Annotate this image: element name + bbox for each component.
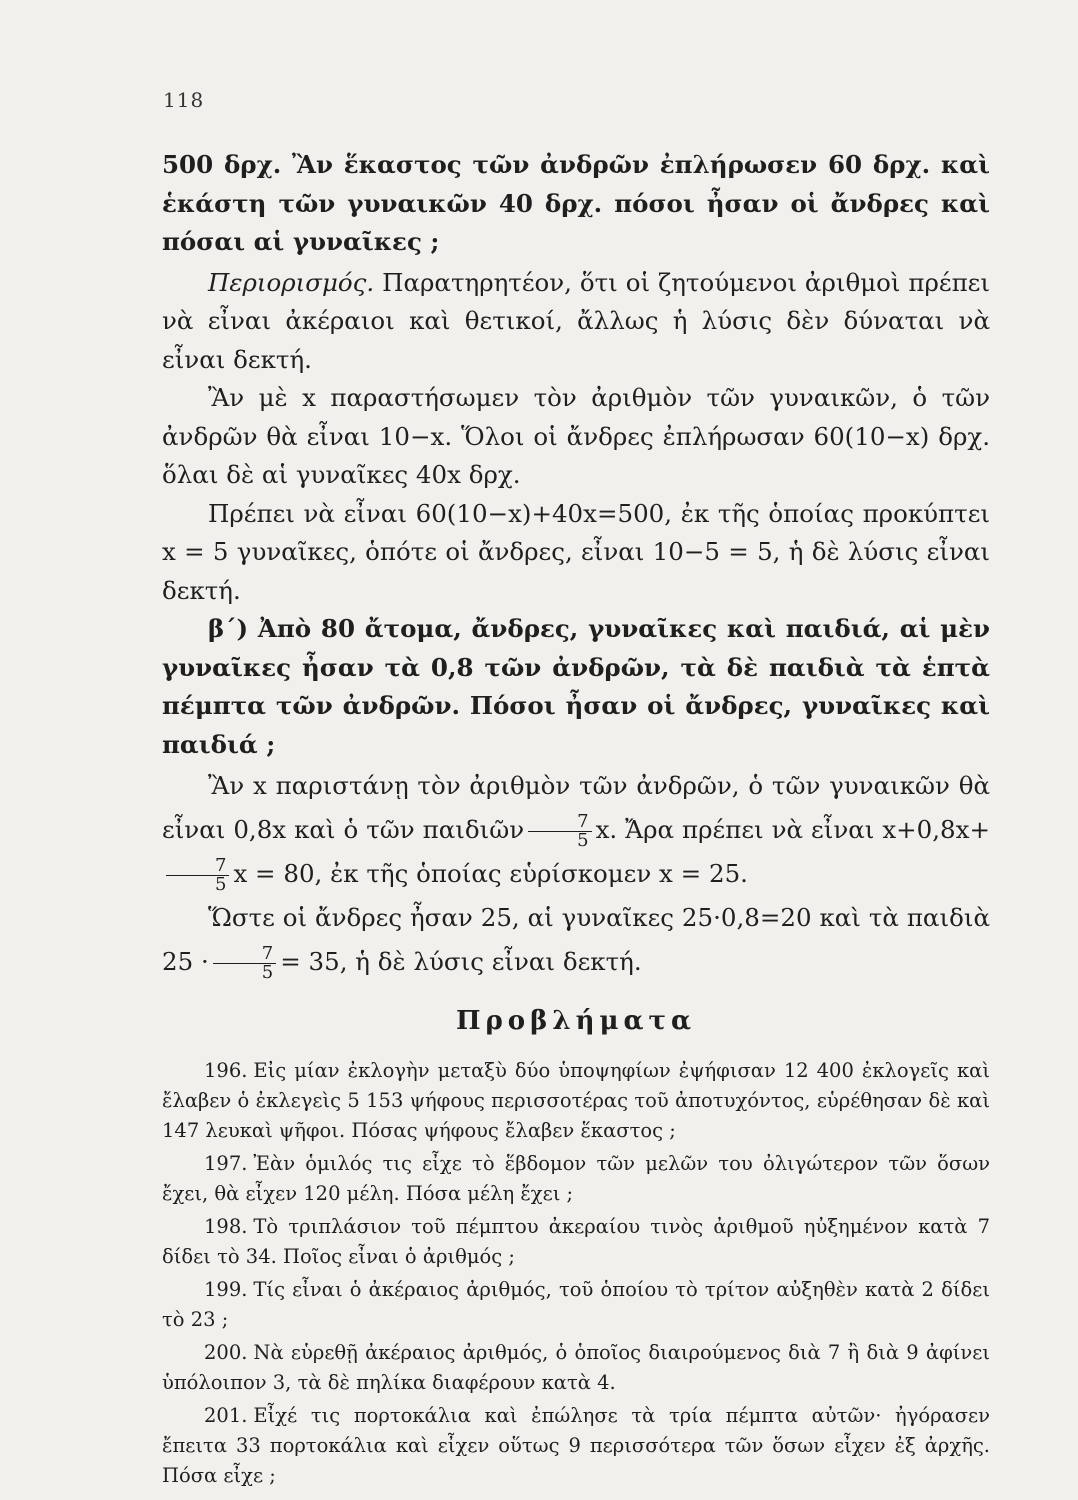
solution-b-paragraph-2: [162, 896, 990, 984]
fraction-denominator: 5: [261, 962, 274, 983]
fraction-seven-fifths: [213, 945, 276, 982]
fraction-numerator: 7: [213, 945, 276, 964]
problem-number: 199.: [204, 1278, 248, 1301]
solution-b1-end: x = 80, ἐκ τῆς ὁποίας εὑρίσκομεν x = 25.: [233, 859, 748, 888]
problem-item: [162, 1401, 990, 1491]
page-number: 118: [163, 88, 205, 112]
problem-number: 201.: [204, 1404, 248, 1427]
solution-b1-start: Ἂν x παριστάνῃ τὸν ἀριθμὸν τῶν ἀνδρῶν, ὁ τῶν γυναικῶν θὰ εἶναι 0,8x καὶ ὁ τῶν παιδιῶν: [162, 771, 990, 844]
fraction-denominator: 5: [577, 830, 589, 851]
fraction-numerator: 7: [166, 857, 229, 876]
problem-item: [162, 1275, 990, 1335]
problem-number: 197.: [204, 1152, 248, 1175]
problem-item: [162, 1338, 990, 1398]
fraction-denominator: 5: [215, 874, 227, 895]
problem-text: Εἶχέ τις πορτοκάλια καὶ ἐπώλησε τὰ τρία πέμπτα αὐτῶν· ἠγόρασεν ἔπειτα 33 πορτοκάλια καὶ εἶχεν οὕτως 9 περισσότερα τῶν ὅσων εἶχεν ἐξ ἀρχῆς. Πόσα εἶχε ;: [162, 1404, 990, 1487]
problem-text: Ἐὰν ὁμιλός τις εἶχε τὸ ἕβδομον τῶν μελῶν του ὀλιγώτερον τῶν ὅσων ἔχει, θὰ εἶχεν 120 μέλη. Πόσα μέλη ἔχει ;: [162, 1152, 990, 1205]
problem-number: 198.: [204, 1215, 248, 1238]
restriction-text: Παρατηρητέον, ὅτι οἱ ζητούμενοι ἀριθμοὶ πρέπει νὰ εἶναι ἀκέραιοι καὶ θετικοί, ἄλλως ἡ λύσις δὲν δύναται νὰ εἶναι δεκτή.: [162, 267, 990, 374]
solution-b1-mid: x. Ἄρα πρέπει νὰ εἶναι x+0,8x+: [595, 815, 990, 844]
problem-text: Εἰς μίαν ἐκλογὴν μεταξὺ δύο ὑποψηφίων ἐψήφισαν 12 400 ἐκλογεῖς καὶ ἔλαβεν ὁ ἐκλεγεὶς 5 153 ψήφους περισσοτέρας τοῦ ἀποτυχόντος, εὑρέθησαν δὲ καὶ 147 λευκαὶ ψῆφοι. Πόσας ψήφους ἔλαβεν ἕκαστος ;: [162, 1059, 990, 1142]
restriction-label: Περιορισμός.: [208, 267, 375, 297]
problem-statement-a-end: 500 δρχ. Ἂν ἕκαστος τῶν ἀνδρῶν ἐπλήρωσεν 60 δρχ. καὶ ἑκάστη τῶν γυναικῶν 40 δρχ. πόσοι ἦσαν οἱ ἄνδρες καὶ πόσαι αἱ γυναῖκες ;: [162, 150, 990, 256]
problem-number: 196.: [204, 1059, 248, 1082]
solution-a-paragraph-2: Πρέπει νὰ εἶναι 60(10−x)+40x=500, ἐκ τῆς ὁποίας προκύπτει x = 5 γυναῖκες, ὁπότε οἱ ἄνδρες, εἶναι 10−5 = 5, ἡ δὲ λύσις εἶναι δεκτή.: [162, 498, 990, 605]
solution-b2-end: = 35, ἡ δὲ λύσις εἶναι δεκτή.: [280, 947, 642, 976]
problem-text: Νὰ εὑρεθῇ ἀκέραιος ἀριθμός, ὁ ὁποῖος διαιρούμενος διὰ 7 ἢ διὰ 9 ἀφίνει ὑπόλοιπον 3, τὰ δὲ πηλίκα διαφέρουν κατὰ 4.: [162, 1341, 990, 1394]
problem-item: [162, 1056, 990, 1146]
problem-statement-b: β΄) Ἀπὸ 80 ἄτομα, ἄνδρες, γυναῖκες καὶ παιδιά, αἱ μὲν γυναῖκες ἦσαν τὰ 0,8 τῶν ἀνδρῶν, τὰ δὲ παιδιὰ τὰ ἑπτὰ πέμπτα τῶν ἀνδρῶν. Πόσοι ἦσαν οἱ ἄνδρες, γυναῖκες καὶ παιδιά ;: [162, 614, 990, 759]
fraction-seven-fifths: [528, 813, 591, 850]
problem-item: [162, 1149, 990, 1209]
restriction-paragraph: [162, 264, 990, 380]
solution-a-paragraph-1: Ἂν μὲ x παραστήσωμεν τὸν ἀριθμὸν τῶν γυναικῶν, ὁ τῶν ἀνδρῶν θὰ εἶναι 10−x. Ὅλοι οἱ ἄνδρες ἐπλήρωσαν 60(10−x) δρχ. ὅλαι δὲ αἱ γυναῖκες 40x δρχ.: [162, 383, 990, 489]
fraction-seven-fifths: [166, 857, 229, 894]
problem-number: 200.: [204, 1341, 248, 1364]
solution-b-paragraph-1: [162, 764, 990, 896]
problem-text: Τίς εἶναι ὁ ἀκέραιος ἀριθμός, τοῦ ὁποίου τὸ τρίτον αὐξηθὲν κατὰ 2 δίδει τὸ 23 ;: [162, 1278, 990, 1331]
problem-text: Τὸ τριπλάσιον τοῦ πέμπτου ἀκεραίου τινὸς ἀριθμοῦ ηὐξημένον κατὰ 7 δίδει τὸ 34. Ποῖος εἶναι ὁ ἀριθμός ;: [162, 1215, 990, 1268]
problem-item: [162, 1212, 990, 1272]
solution-b2-start: Ὥστε οἱ ἄνδρες ἦσαν 25, αἱ γυναῖκες 25·0,8=20 καὶ τὰ παιδιὰ 25 ·: [162, 903, 990, 976]
section-title-problems: Προβλήματα: [455, 1006, 697, 1036]
problems-list: [162, 1056, 990, 1491]
page-body: [162, 146, 990, 1491]
fraction-numerator: 7: [528, 813, 591, 832]
